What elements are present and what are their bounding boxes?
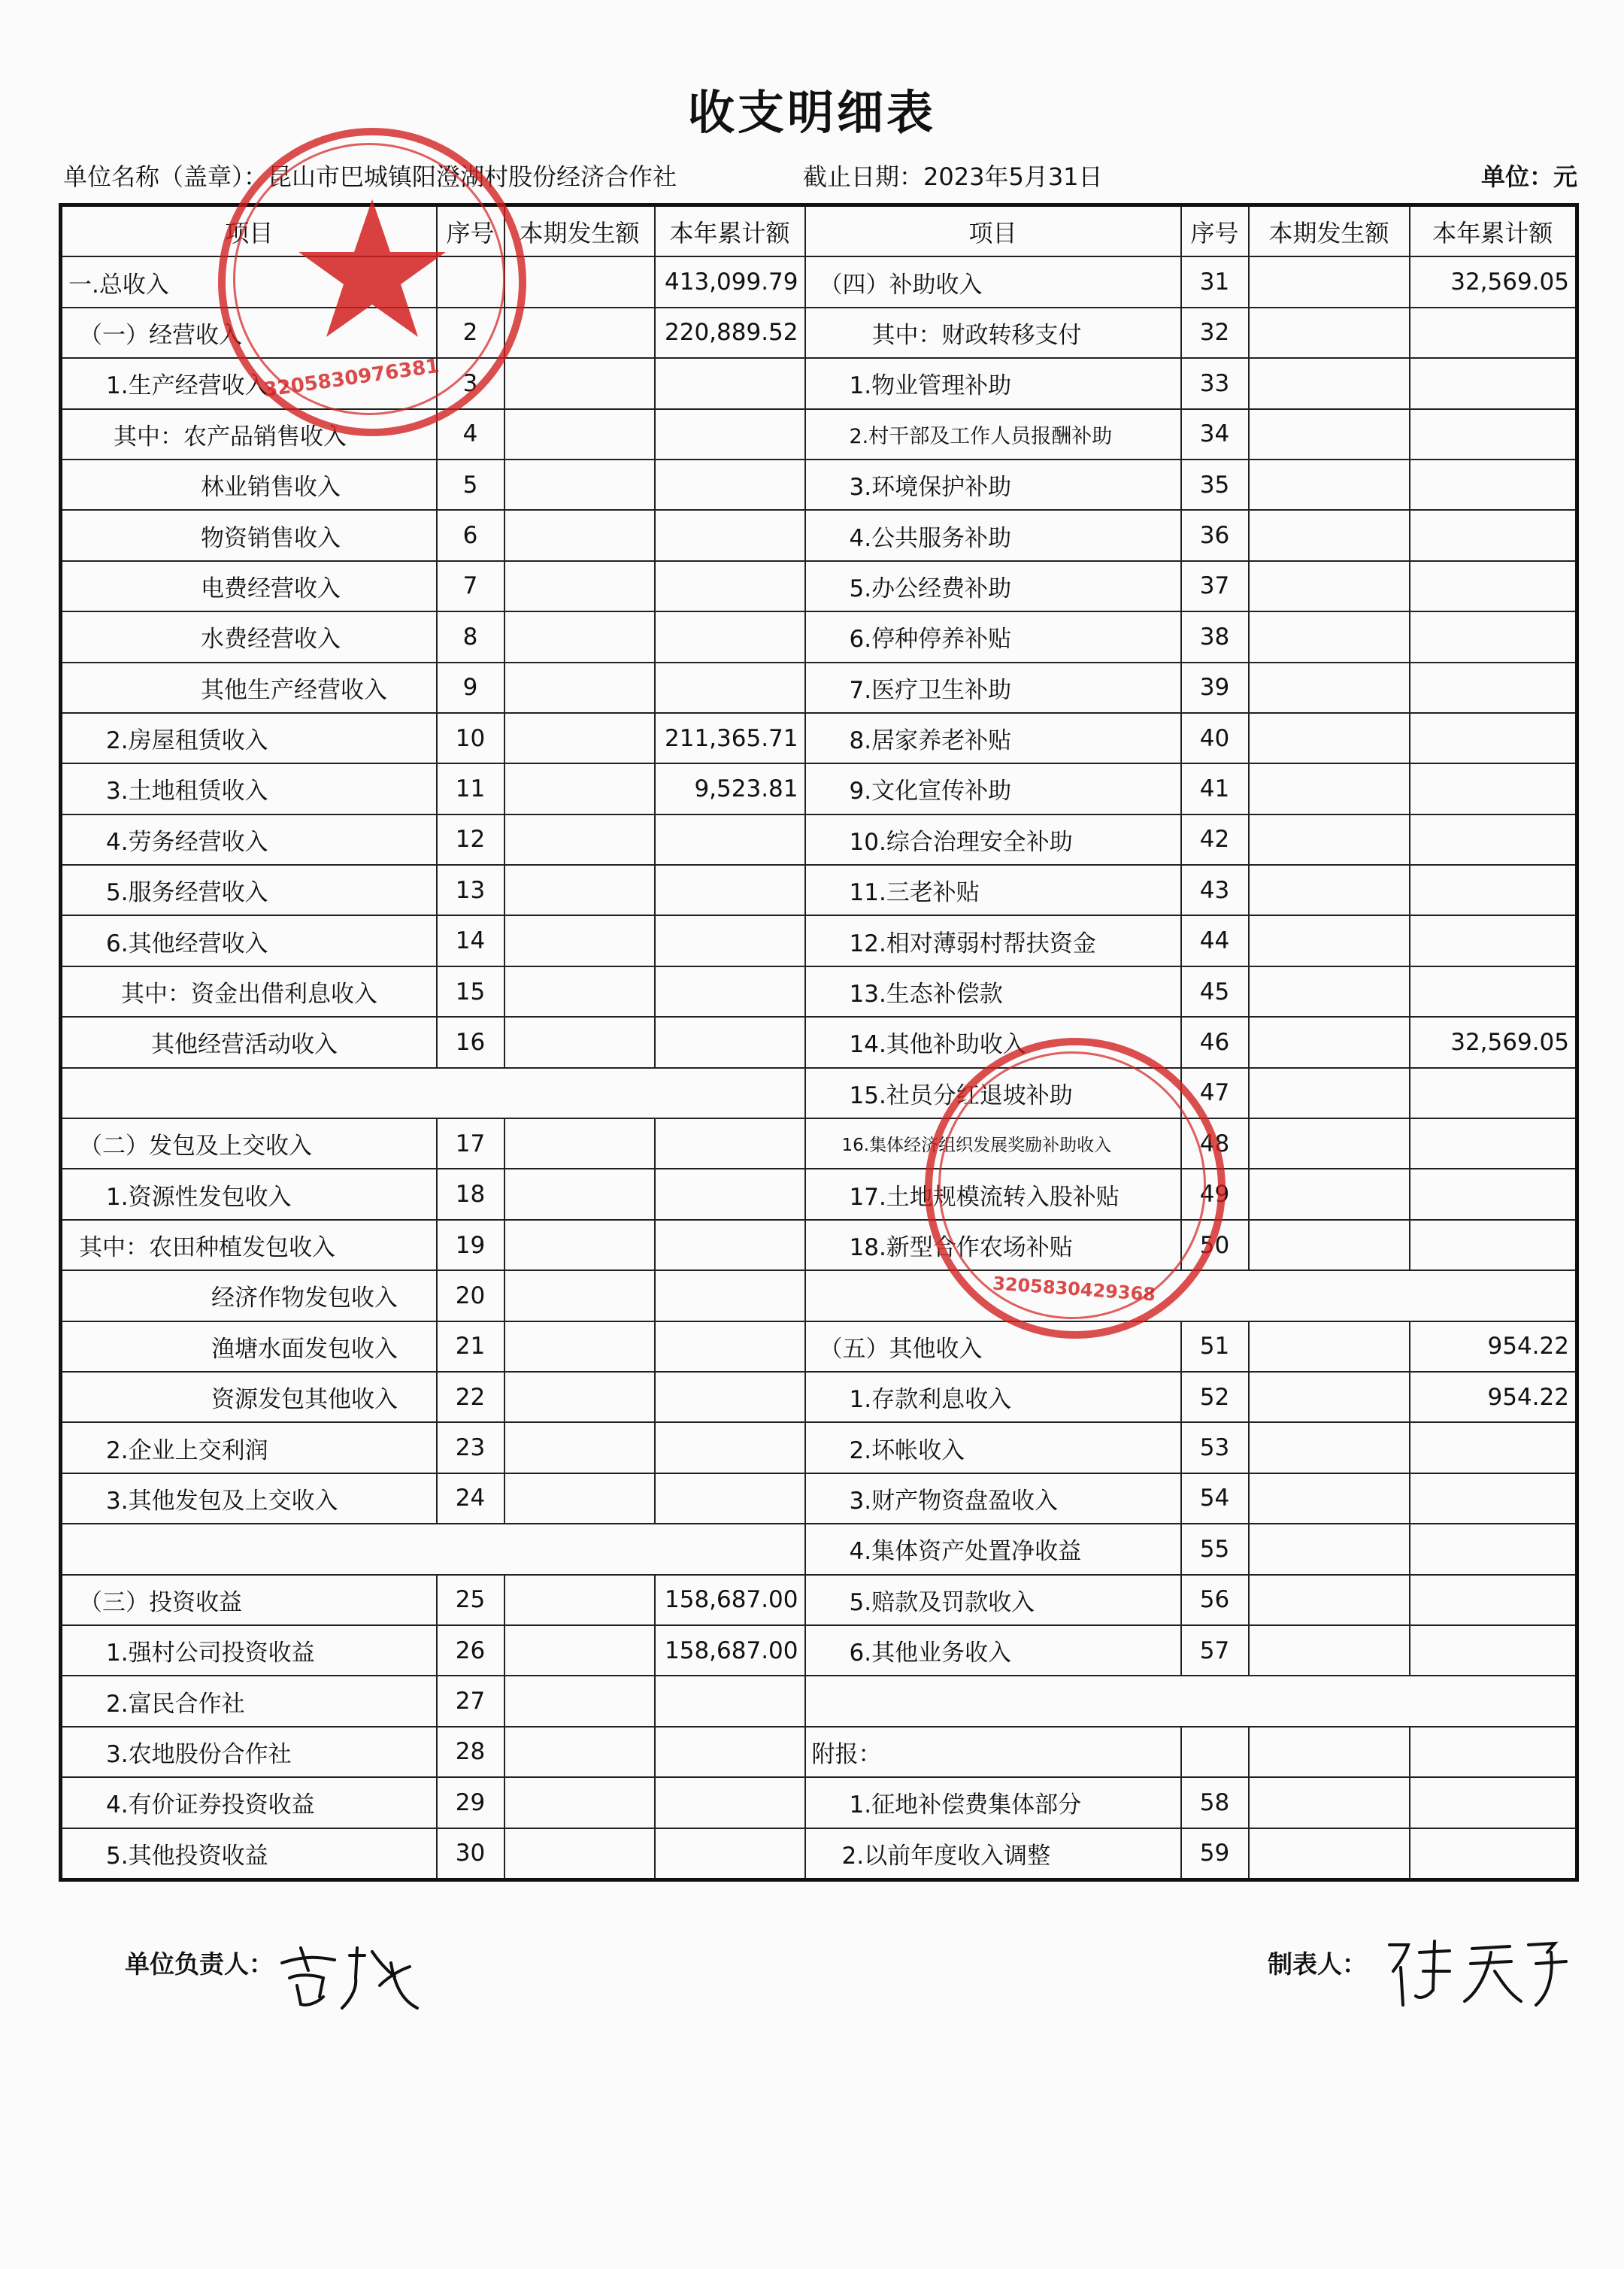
right-seq-cell: 51 [1181, 1321, 1249, 1372]
right-item-cell: 17.土地规模流转入股补贴 [805, 1169, 1181, 1219]
left-ytd-cell [655, 1169, 805, 1219]
table-row [61, 1575, 1577, 1625]
left-period-cell [504, 1473, 655, 1524]
table-row [61, 1321, 1577, 1372]
table-row [61, 1220, 1577, 1270]
right-seq-cell: 44 [1181, 915, 1249, 966]
right-seq-cell: 53 [1181, 1422, 1249, 1473]
right-item-cell: 其中：财政转移支付 [805, 308, 1181, 358]
column-header: 本年累计额 [1410, 205, 1577, 257]
left-ytd-cell [655, 1372, 805, 1422]
right-seq-cell: 36 [1181, 510, 1249, 560]
left-seq-cell: 8 [437, 611, 504, 662]
left-period-cell [504, 460, 655, 510]
right-period-cell [1249, 409, 1410, 460]
left-seq-cell: 18 [437, 1169, 504, 1219]
left-period-cell [504, 510, 655, 560]
left-seq-cell: 3 [437, 358, 504, 408]
right-ytd-cell [1410, 409, 1577, 460]
left-item-cell: 资源发包其他收入 [61, 1372, 437, 1422]
left-period-cell [504, 1017, 655, 1067]
left-period-cell [504, 1220, 655, 1270]
right-blank-cell [805, 1676, 1577, 1726]
left-item-cell: （一）经营收入 [61, 308, 437, 358]
right-period-cell [1249, 663, 1410, 713]
right-item-cell: 7.医疗卫生补助 [805, 663, 1181, 713]
right-ytd-cell [1410, 561, 1577, 611]
column-header: 项目 [805, 205, 1181, 257]
right-item-cell: （五）其他收入 [805, 1321, 1181, 1372]
right-ytd-cell [1410, 1828, 1577, 1880]
left-period-cell [504, 1118, 655, 1169]
right-period-cell [1249, 561, 1410, 611]
left-period-cell [504, 256, 655, 307]
company-seal-stamp: 3205830976381 [218, 128, 526, 436]
right-seq-cell: 43 [1181, 865, 1249, 915]
left-item-cell: 2.房屋租赁收入 [61, 713, 437, 763]
table-row [61, 611, 1577, 662]
left-seq-cell: 26 [437, 1625, 504, 1676]
left-ytd-cell [655, 865, 805, 915]
right-ytd-cell [1410, 611, 1577, 662]
right-period-cell [1249, 1422, 1410, 1473]
left-item-cell: 渔塘水面发包收入 [61, 1321, 437, 1372]
left-seq-cell: 29 [437, 1777, 504, 1828]
right-item-cell: 12.相对薄弱村帮扶资金 [805, 915, 1181, 966]
left-item-cell: 其中：农产品销售收入 [61, 409, 437, 460]
left-item-cell: 其中：农田种植发包收入 [61, 1220, 437, 1270]
left-ytd-cell [655, 966, 805, 1017]
left-seq-cell: 30 [437, 1828, 504, 1880]
left-item-cell: 6.其他经营收入 [61, 915, 437, 966]
right-seq-cell: 39 [1181, 663, 1249, 713]
right-ytd-cell [1410, 460, 1577, 510]
right-period-cell [1249, 460, 1410, 510]
left-item-cell: （二）发包及上交收入 [61, 1118, 437, 1169]
left-item-cell: 1.生产经营收入 [61, 358, 437, 408]
right-ytd-cell [1410, 1473, 1577, 1524]
right-seq-cell: 33 [1181, 358, 1249, 408]
right-item-cell: 2.以前年度收入调整 [805, 1828, 1181, 1880]
left-item-cell: 3.农地股份合作社 [61, 1727, 437, 1777]
table-row [61, 966, 1577, 1017]
left-ytd-cell [655, 1017, 805, 1067]
right-ytd-cell [1410, 1422, 1577, 1473]
left-period-cell [504, 611, 655, 662]
right-item-cell: 10.综合治理安全补助 [805, 814, 1181, 865]
right-item-cell: 1.物业管理补助 [805, 358, 1181, 408]
column-header: 本期发生额 [1249, 205, 1410, 257]
left-period-cell [504, 561, 655, 611]
left-ytd-cell [655, 1321, 805, 1372]
right-period-cell [1249, 713, 1410, 763]
right-period-cell [1249, 1321, 1410, 1372]
right-period-cell [1249, 1524, 1410, 1574]
table-row [61, 1524, 1577, 1574]
right-ytd-cell [1410, 1118, 1577, 1169]
right-item-cell: 2.村干部及工作人员报酬补助 [805, 409, 1181, 460]
left-period-cell [504, 308, 655, 358]
left-period-cell [504, 663, 655, 713]
left-seq-cell: 15 [437, 966, 504, 1017]
left-seq-cell: 4 [437, 409, 504, 460]
left-ytd-cell: 413,099.79 [655, 256, 805, 307]
right-seq-cell: 58 [1181, 1777, 1249, 1828]
left-seq-cell: 12 [437, 814, 504, 865]
left-item-cell: 1.强村公司投资收益 [61, 1625, 437, 1676]
left-ytd-cell [655, 1422, 805, 1473]
left-seq-cell: 11 [437, 763, 504, 814]
left-ytd-cell [655, 915, 805, 966]
right-period-cell [1249, 1372, 1410, 1422]
left-period-cell [504, 763, 655, 814]
cutoff-date-line [803, 158, 1103, 193]
right-ytd-cell: 32,569.05 [1410, 256, 1577, 307]
left-item-cell: 4.有价证券投资收益 [61, 1777, 437, 1828]
right-period-cell [1249, 814, 1410, 865]
left-ytd-cell [655, 1270, 805, 1321]
left-ytd-cell [655, 1727, 805, 1777]
left-period-cell [504, 1372, 655, 1422]
left-item-cell: 一.总收入 [61, 256, 437, 307]
left-seq-cell: 10 [437, 713, 504, 763]
left-item-cell: 电费经营收入 [61, 561, 437, 611]
right-period-cell [1249, 915, 1410, 966]
left-item-cell: 5.其他投资收益 [61, 1828, 437, 1880]
left-period-cell [504, 1270, 655, 1321]
right-item-cell: 附报： [805, 1727, 1181, 1777]
left-ytd-cell [655, 1676, 805, 1726]
right-seq-cell: 49 [1181, 1169, 1249, 1219]
left-item-cell: （三）投资收益 [61, 1575, 437, 1625]
right-item-cell: 4.集体资产处置净收益 [805, 1524, 1181, 1574]
right-ytd-cell: 32,569.05 [1410, 1017, 1577, 1067]
left-item-cell: 1.资源性发包收入 [61, 1169, 437, 1219]
left-ytd-cell [655, 1473, 805, 1524]
left-period-cell [504, 358, 655, 408]
left-seq-cell: 27 [437, 1676, 504, 1726]
left-period-cell [504, 1777, 655, 1828]
left-item-cell: 2.富民合作社 [61, 1676, 437, 1726]
right-seq-cell: 54 [1181, 1473, 1249, 1524]
right-ytd-cell [1410, 814, 1577, 865]
right-period-cell [1249, 763, 1410, 814]
left-ytd-cell: 158,687.00 [655, 1575, 805, 1625]
left-seq-cell: 16 [437, 1017, 504, 1067]
right-item-cell: 1.存款利息收入 [805, 1372, 1181, 1422]
left-period-cell [504, 713, 655, 763]
right-seq-cell: 37 [1181, 561, 1249, 611]
right-period-cell [1249, 1777, 1410, 1828]
right-period-cell [1249, 865, 1410, 915]
left-seq-cell: 14 [437, 915, 504, 966]
right-period-cell [1249, 1169, 1410, 1219]
left-seq-cell: 24 [437, 1473, 504, 1524]
table-row [61, 460, 1577, 510]
table-row [61, 1676, 1577, 1726]
right-ytd-cell [1410, 763, 1577, 814]
left-item-cell: 2.企业上交利润 [61, 1422, 437, 1473]
table-row [61, 915, 1577, 966]
left-seq-cell: 6 [437, 510, 504, 560]
cutoff-date: 2023年5月31日 [923, 162, 1103, 191]
right-ytd-cell: 954.22 [1410, 1321, 1577, 1372]
left-seq-cell: 23 [437, 1422, 504, 1473]
left-ytd-cell [655, 460, 805, 510]
right-item-cell: 5.赔款及罚款收入 [805, 1575, 1181, 1625]
left-ytd-cell [655, 561, 805, 611]
right-ytd-cell [1410, 915, 1577, 966]
left-seq-cell: 2 [437, 308, 504, 358]
unit-name: 昆山市巴城镇阳澄湖村股份经济合作社 [268, 162, 677, 191]
right-item-cell: 16.集体经济组织发展奖励补助收入 [805, 1118, 1181, 1169]
right-ytd-cell [1410, 1524, 1577, 1574]
right-period-cell [1249, 1828, 1410, 1880]
column-header: 本期发生额 [504, 205, 655, 257]
column-header: 本年累计额 [655, 205, 805, 257]
right-item-cell: 13.生态补偿款 [805, 966, 1181, 1017]
right-seq-cell: 57 [1181, 1625, 1249, 1676]
income-expense-table [59, 203, 1579, 1882]
left-period-cell [504, 1321, 655, 1372]
right-ytd-cell [1410, 1727, 1577, 1777]
right-seq-cell: 32 [1181, 308, 1249, 358]
left-seq-cell: 21 [437, 1321, 504, 1372]
left-item-cell: 3.其他发包及上交收入 [61, 1473, 437, 1524]
right-seq-cell: 55 [1181, 1524, 1249, 1574]
column-header: 项目 [61, 205, 437, 257]
left-period-cell [504, 915, 655, 966]
page-title: 收支明细表 [687, 85, 936, 140]
right-ytd-cell [1410, 966, 1577, 1017]
preparer-label: 制表人： [1268, 1949, 1367, 1979]
left-seq-cell: 20 [437, 1270, 504, 1321]
left-item-cell: 其他经营活动收入 [61, 1017, 437, 1067]
responsible-person-label: 单位负责人： [125, 1949, 274, 1979]
table-row [61, 763, 1577, 814]
right-item-cell: 5.办公经费补助 [805, 561, 1181, 611]
left-ytd-cell [655, 409, 805, 460]
right-item-cell: 14.其他补助收入 [805, 1017, 1181, 1067]
right-seq-cell: 59 [1181, 1828, 1249, 1880]
right-seq-cell: 40 [1181, 713, 1249, 763]
left-seq-cell: 7 [437, 561, 504, 611]
right-item-cell: 11.三老补贴 [805, 865, 1181, 915]
right-period-cell [1249, 1220, 1410, 1270]
right-ytd-cell [1410, 1068, 1577, 1118]
right-ytd-cell [1410, 865, 1577, 915]
right-ytd-cell [1410, 308, 1577, 358]
left-item-cell: 4.劳务经营收入 [61, 814, 437, 865]
table-row [61, 561, 1577, 611]
right-item-cell: 1.征地补偿费集体部分 [805, 1777, 1181, 1828]
right-item-cell: 6.其他业务收入 [805, 1625, 1181, 1676]
date-label: 截止日期： [803, 162, 924, 191]
right-seq-cell: 46 [1181, 1017, 1249, 1067]
left-ytd-cell: 220,889.52 [655, 308, 805, 358]
right-item-cell: 18.新型合作农场补贴 [805, 1220, 1181, 1270]
left-ytd-cell [655, 1118, 805, 1169]
left-ytd-cell: 158,687.00 [655, 1625, 805, 1676]
right-item-cell: （四）补助收入 [805, 256, 1181, 307]
responsible-person-signature [267, 1933, 432, 2016]
right-ytd-cell [1410, 1777, 1577, 1828]
left-period-cell [504, 814, 655, 865]
right-period-cell [1249, 1068, 1410, 1118]
left-seq-cell: 5 [437, 460, 504, 510]
column-header: 序号 [437, 205, 504, 257]
table-row [61, 1068, 1577, 1118]
left-item-cell: 其中：资金出借利息收入 [61, 966, 437, 1017]
committee-seal-stamp: 3205830429368 [925, 1038, 1226, 1339]
left-ytd-cell [655, 1220, 805, 1270]
left-item-cell: 物资销售收入 [61, 510, 437, 560]
right-period-cell [1249, 510, 1410, 560]
right-item-cell: 3.环境保护补助 [805, 460, 1181, 510]
right-ytd-cell [1410, 1169, 1577, 1219]
left-seq-cell: 9 [437, 663, 504, 713]
left-seq-cell: 13 [437, 865, 504, 915]
table-row [61, 814, 1577, 865]
table-row [61, 663, 1577, 713]
left-period-cell [504, 1727, 655, 1777]
right-seq-cell: 45 [1181, 966, 1249, 1017]
currency-unit: 单位：元 [1480, 162, 1577, 191]
table-row [61, 1473, 1577, 1524]
left-period-cell [504, 409, 655, 460]
right-period-cell [1249, 611, 1410, 662]
left-ytd-cell [655, 611, 805, 662]
left-seq-cell: 19 [437, 1220, 504, 1270]
table-row [61, 1422, 1577, 1473]
table-row [61, 1727, 1577, 1777]
left-seq-cell: 22 [437, 1372, 504, 1422]
left-item-cell: 5.服务经营收入 [61, 865, 437, 915]
left-ytd-cell [655, 814, 805, 865]
right-seq-cell: 41 [1181, 763, 1249, 814]
right-ytd-cell [1410, 663, 1577, 713]
right-period-cell [1249, 1625, 1410, 1676]
right-period-cell [1249, 1473, 1410, 1524]
left-blank-cell [61, 1068, 805, 1118]
column-header: 序号 [1181, 205, 1249, 257]
table-row [61, 1372, 1577, 1422]
left-seq-cell: 25 [437, 1575, 504, 1625]
left-item-cell: 其他生产经营收入 [61, 663, 437, 713]
left-ytd-cell: 211,365.71 [655, 713, 805, 763]
table-row [61, 865, 1577, 915]
left-ytd-cell [655, 663, 805, 713]
right-period-cell [1249, 358, 1410, 408]
right-ytd-cell: 954.22 [1410, 1372, 1577, 1422]
preparer-signature [1382, 1930, 1577, 2013]
right-seq-cell: 48 [1181, 1118, 1249, 1169]
right-period-cell [1249, 308, 1410, 358]
right-ytd-cell [1410, 1575, 1577, 1625]
right-item-cell: 6.停种停养补贴 [805, 611, 1181, 662]
right-seq-cell: 38 [1181, 611, 1249, 662]
left-ytd-cell [655, 358, 805, 408]
right-item-cell: 8.居家养老补贴 [805, 713, 1181, 763]
right-item-cell: 9.文化宣传补助 [805, 763, 1181, 814]
right-seq-cell: 31 [1181, 256, 1249, 307]
right-seq-cell: 47 [1181, 1068, 1249, 1118]
right-ytd-cell [1410, 510, 1577, 560]
right-seq-cell: 34 [1181, 409, 1249, 460]
right-ytd-cell [1410, 1625, 1577, 1676]
table-row [61, 1625, 1577, 1676]
right-period-cell [1249, 966, 1410, 1017]
left-period-cell [504, 865, 655, 915]
right-item-cell: 2.坏帐收入 [805, 1422, 1181, 1473]
left-ytd-cell [655, 1777, 805, 1828]
responsible-person [125, 1945, 274, 1980]
unit-name-label: 单位名称（盖章）： [63, 162, 268, 191]
right-period-cell [1249, 1118, 1410, 1169]
left-item-cell: 经济作物发包收入 [61, 1270, 437, 1321]
preparer [1268, 1945, 1367, 1980]
table-row [61, 510, 1577, 560]
left-period-cell [504, 1625, 655, 1676]
table-row [61, 1169, 1577, 1219]
table-row [61, 1777, 1577, 1828]
left-seq-cell: 17 [437, 1118, 504, 1169]
left-period-cell [504, 1676, 655, 1726]
left-period-cell [504, 1422, 655, 1473]
right-seq-cell [1181, 1727, 1249, 1777]
right-ytd-cell [1410, 358, 1577, 408]
left-seq-cell: 28 [437, 1727, 504, 1777]
left-ytd-cell [655, 1828, 805, 1880]
right-seq-cell: 42 [1181, 814, 1249, 865]
table-row [61, 1828, 1577, 1880]
left-period-cell [504, 1169, 655, 1219]
left-ytd-cell [655, 510, 805, 560]
right-period-cell [1249, 1017, 1410, 1067]
left-item-cell: 3.土地租赁收入 [61, 763, 437, 814]
right-period-cell [1249, 1575, 1410, 1625]
right-period-cell [1249, 1727, 1410, 1777]
left-period-cell [504, 966, 655, 1017]
right-ytd-cell [1410, 1220, 1577, 1270]
left-item-cell: 水费经营收入 [61, 611, 437, 662]
right-seq-cell: 52 [1181, 1372, 1249, 1422]
right-seq-cell: 56 [1181, 1575, 1249, 1625]
left-item-cell: 林业销售收入 [61, 460, 437, 510]
right-seq-cell: 35 [1181, 460, 1249, 510]
left-ytd-cell: 9,523.81 [655, 763, 805, 814]
left-period-cell [504, 1828, 655, 1880]
right-item-cell: 15.社员分红退坡补助 [805, 1068, 1181, 1118]
table-row [61, 713, 1577, 763]
table-row [61, 1118, 1577, 1169]
right-period-cell [1249, 256, 1410, 307]
left-period-cell [504, 1575, 655, 1625]
right-ytd-cell [1410, 713, 1577, 763]
right-item-cell: 3.财产物资盘盈收入 [805, 1473, 1181, 1524]
table-row [61, 1270, 1577, 1321]
right-seq-cell: 50 [1181, 1220, 1249, 1270]
left-blank-cell [61, 1524, 805, 1574]
table-row [61, 1017, 1577, 1067]
right-item-cell: 4.公共服务补助 [805, 510, 1181, 560]
